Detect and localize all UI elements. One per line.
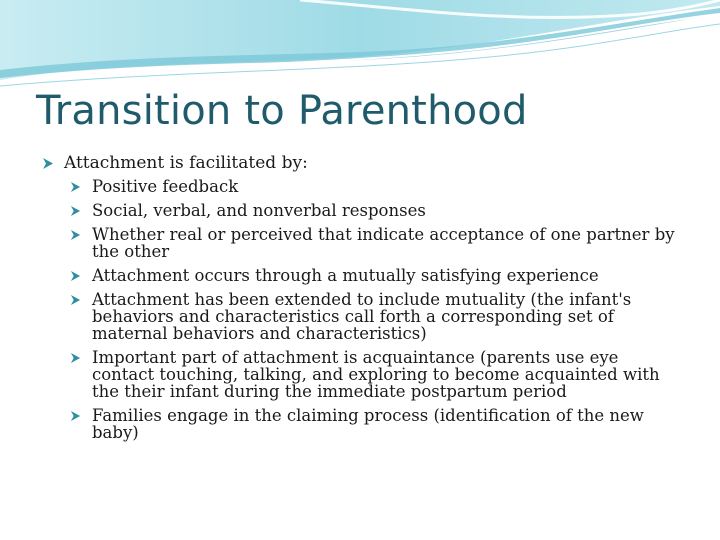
sub-bullet-text: Positive feedback [92, 177, 239, 196]
sub-bullet-list [42, 178, 682, 441]
sub-bullet-text: Attachment occurs through a mutually satisfying experience [92, 266, 599, 285]
arrowhead-bullet-icon [70, 267, 84, 284]
sub-bullet [70, 267, 682, 284]
arrowhead-bullet-icon [42, 153, 56, 174]
sub-bullet-text: Whether real or perceived that indicate acceptance of one partner by the other [92, 225, 675, 261]
sub-bullet [70, 349, 682, 400]
sub-bullet-text: Families engage in the claiming process (identification of the new baby) [92, 406, 644, 442]
main-bullet-text: Attachment is facilitated by: [64, 153, 308, 173]
main-bullet [42, 153, 682, 174]
arrowhead-bullet-icon [70, 226, 84, 243]
sub-bullet [70, 202, 682, 219]
arrowhead-bullet-icon [70, 178, 84, 195]
arrowhead-bullet-icon [70, 349, 84, 366]
sub-bullet [70, 178, 682, 195]
sub-bullet-text: Social, verbal, and nonverbal responses [92, 201, 426, 220]
sub-bullet-text: Important part of attachment is acquaintance (parents use eye contact touching, talking, and exploring to become acquainted with the their infant during the immediate postpartum period [92, 348, 660, 401]
bullet-content [42, 153, 682, 448]
sub-bullet-text: Attachment has been extended to include mutuality (the infant's behaviors and characteristics call forth a corresponding set of maternal behaviors and characteristics) [92, 290, 632, 343]
sub-bullet [70, 226, 682, 260]
arrowhead-bullet-icon [70, 407, 84, 424]
arrowhead-bullet-icon [70, 202, 84, 219]
sub-bullet [70, 407, 682, 441]
arrowhead-bullet-icon [70, 291, 84, 308]
wave-banner [0, 0, 720, 90]
sub-bullet [70, 291, 682, 342]
slide-title: Transition to Parenthood [36, 88, 528, 134]
